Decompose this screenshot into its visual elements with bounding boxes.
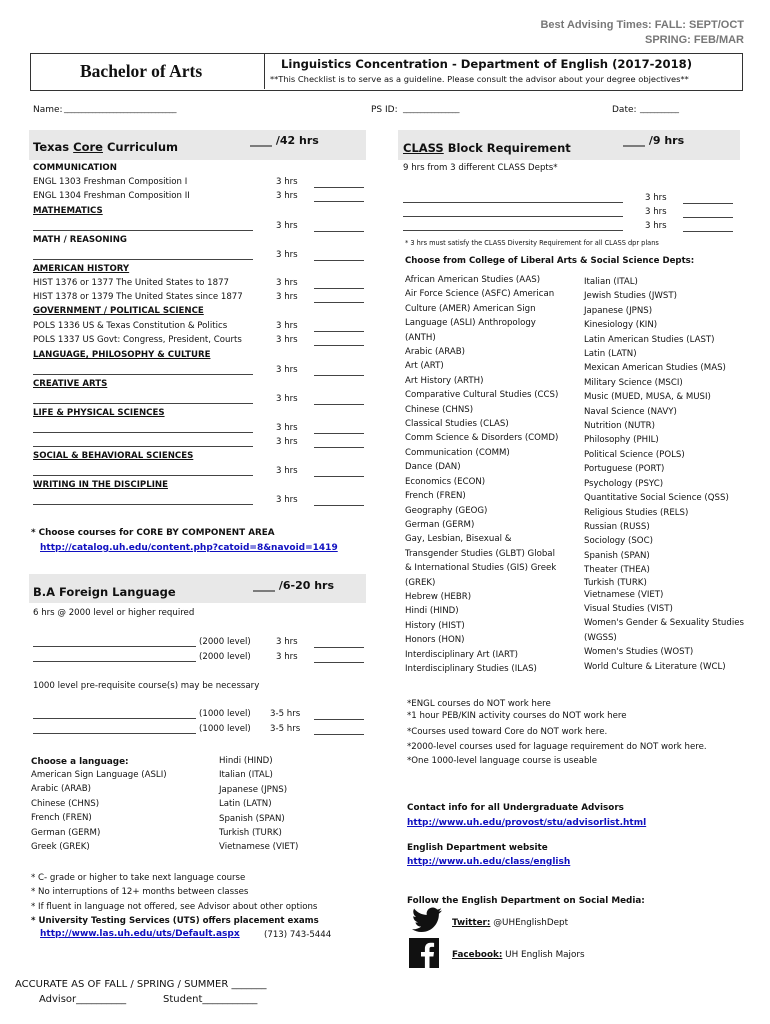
dept-item: Military Science (MSCI)	[584, 377, 683, 388]
hrs-lang: 3 hrs	[276, 365, 298, 375]
language-note: * No interruptions of 12+ months between classes	[31, 887, 249, 898]
language-list-right	[219, 754, 298, 855]
course-hist1378: HIST 1378 or 1379 The United States since 1877	[33, 292, 243, 302]
blank-life-course-1[interactable]	[33, 432, 253, 433]
dept-item: & International Studies (GIS) Greek	[405, 563, 557, 574]
blank-1000-course-2[interactable]	[33, 733, 196, 734]
twitter-label[interactable]: Twitter:	[452, 918, 491, 928]
dept-item: (GREK)	[405, 577, 436, 588]
language-note: * If fluent in language not offered, see Advisor about other options	[31, 901, 318, 912]
dept-item: Hindi (HIND)	[405, 606, 459, 617]
catalog-link[interactable]: http://catalog.uh.edu/content.php?catoid=8&navoid=1419	[40, 543, 338, 553]
dept-item: Sociology (SOC)	[584, 536, 653, 547]
course-engl1303: ENGL 1303 Freshman Composition I	[33, 177, 188, 187]
class-choose-label: Choose from College of Liberal Arts & Social Science Depts:	[405, 256, 695, 266]
cat-government: GOVERNMENT / POLITICAL SCIENCE	[33, 306, 204, 316]
blank-lang[interactable]	[314, 375, 364, 376]
dept-item: Interdisciplinary Art (IART)	[405, 649, 518, 660]
twitter-handle: @UHEnglishDept	[490, 918, 569, 928]
dept-item: Religious Studies (RELS)	[584, 507, 689, 518]
core-title-pre: Texas	[33, 140, 74, 154]
dept-list-right	[584, 275, 744, 674]
dept-item: Gay, Lesbian, Bisexual &	[405, 534, 512, 545]
twitter-icon[interactable]	[412, 907, 442, 933]
core-title-post: Curriculum	[102, 140, 178, 154]
lvl-1000-1: (1000 level)	[199, 709, 251, 719]
dept-item: Culture (AMER) American Sign	[405, 303, 536, 314]
dept-item: Geography (GEOG)	[405, 505, 488, 516]
hrs-life-2: 3 hrs	[276, 437, 298, 447]
dept-list-left	[405, 273, 558, 676]
language-item: Greek (GREK)	[31, 842, 90, 853]
language-item: Spanish (SPAN)	[219, 813, 285, 824]
class-title-post: Block Requirement	[443, 141, 571, 155]
uts-note: * University Testing Services (UTS) offers placement exams	[31, 916, 319, 927]
language-item: Vietnamese (VIET)	[219, 842, 299, 853]
dept-item: History (HIST)	[405, 620, 465, 631]
language-item: German (GERM)	[31, 827, 101, 838]
class-note: *One 1000-level language course is useable	[407, 755, 598, 766]
dept-item: African American Studies (AAS)	[405, 275, 541, 285]
hrs-life-1: 3 hrs	[276, 423, 298, 433]
language-item: Hindi (HIND)	[219, 756, 273, 766]
dept-item: Honors (HON)	[405, 635, 465, 646]
cat-mathematics: MATHEMATICS	[33, 206, 103, 216]
dept-item: Kinesiology (KIN)	[584, 320, 658, 331]
language-item: Japanese (JPNS)	[219, 784, 288, 795]
dept-item: Dance (DAN)	[405, 462, 461, 473]
language-item: Latin (LATN)	[219, 799, 272, 810]
blank-writing-course[interactable]	[33, 504, 253, 505]
blank-class-2[interactable]	[683, 217, 733, 218]
class-title	[403, 141, 571, 155]
blank-lang-course[interactable]	[33, 374, 253, 375]
title-box-divider	[264, 53, 265, 89]
advising-times-fall: Best Advising Times: FALL: SEPT/OCT	[540, 19, 744, 31]
course-engl1304: ENGL 1304 Freshman Composition II	[33, 191, 190, 201]
cat-communication: COMMUNICATION	[33, 163, 117, 173]
blank-class-course-3[interactable]	[403, 230, 623, 231]
blank-class-3[interactable]	[683, 231, 733, 232]
blank-pols1337[interactable]	[314, 345, 364, 346]
accurate-as-of: ACCURATE AS OF FALL / SPRING / SUMMER _______	[15, 979, 267, 990]
dept-item: Comm Science & Disorders (COMD)	[405, 433, 559, 444]
hrs-hist1376: 3 hrs	[276, 278, 298, 288]
blank-1000-1[interactable]	[314, 719, 364, 720]
blank-life-2[interactable]	[314, 447, 364, 448]
dept-item: Music (MUED, MUSA, & MUSI)	[584, 392, 711, 403]
facebook-handle: UH English Majors	[502, 950, 585, 960]
foreign-hours: ____ /6-20 hrs	[253, 579, 335, 592]
class-note: *1 hour PEB/KIN activity courses do NOT work here	[407, 711, 627, 722]
twitter-line	[452, 918, 568, 928]
dept-item: Language (ASLI) Anthropology	[405, 318, 536, 329]
core-header	[29, 130, 366, 160]
blank-1000-course-1[interactable]	[33, 718, 196, 719]
class-header	[398, 130, 740, 160]
foreign-title: B.A Foreign Language	[33, 585, 176, 599]
course-pols1337: POLS 1337 US Govt: Congress, President, Courts	[33, 335, 242, 345]
facebook-icon[interactable]	[409, 938, 439, 968]
course-hist1376: HIST 1376 or 1377 The United States to 1877	[33, 278, 230, 288]
advisors-label: Contact info for all Undergraduate Advisors	[407, 803, 624, 813]
blank-reasoning[interactable]	[314, 260, 364, 261]
language-item: American Sign Language (ASLI)	[31, 770, 167, 780]
degree-title: Bachelor of Arts	[80, 61, 203, 81]
dept-item: Quantitative Social Science (QSS)	[584, 493, 729, 504]
cat-math-reasoning: MATH / REASONING	[33, 235, 127, 245]
advising-times	[540, 18, 744, 48]
core-title-core: Core	[73, 140, 103, 154]
dept-item: French (FREN)	[405, 491, 466, 502]
language-item: Italian (ITAL)	[219, 770, 273, 781]
dept-item: Psychology (PSYC)	[584, 478, 664, 489]
dept-item: (WGSS)	[584, 632, 617, 643]
dept-item: Visual Studies (VIST)	[584, 603, 673, 614]
lvl-2000-1: (2000 level)	[199, 637, 251, 647]
language-note: * C- grade or higher to take next language course	[31, 873, 246, 883]
class-note: *2000-level courses used for laguage requirement do NOT work here.	[407, 742, 707, 753]
uts-phone: (713) 743-5444	[264, 930, 332, 940]
dept-item: Women's Studies (WOST)	[584, 647, 694, 658]
language-list-left	[31, 768, 167, 854]
hrs-hist1378: 3 hrs	[276, 292, 298, 302]
dept-item: Philosophy (PHIL)	[584, 435, 659, 446]
dept-item: Hebrew (HEBR)	[405, 591, 472, 602]
date-field[interactable]: ___________	[640, 104, 679, 113]
blank-reasoning-course[interactable]	[33, 259, 253, 260]
core-choose-note: * Choose courses for CORE BY COMPONENT AREA	[31, 528, 275, 538]
diversity-note: * 3 hrs must satisfy the CLASS Diversity Requirement for all CLASS dpr plans	[405, 239, 659, 247]
dept-item: Transgender Studies (GLBT) Global	[405, 548, 555, 559]
blank-math-course[interactable]	[33, 230, 253, 231]
dept-item: Art (ART)	[405, 361, 444, 372]
hrs-2000-1: 3 hrs	[276, 637, 298, 647]
hrs-class-2: 3 hrs	[645, 207, 667, 217]
blank-2000-course-2[interactable]	[33, 661, 196, 662]
dept-item: Theater (THEA)	[584, 565, 650, 576]
dept-item: Interdisciplinary Studies (ILAS)	[405, 663, 537, 674]
dept-item: Mexican American Studies (MAS)	[584, 363, 726, 374]
class-hours: ____ /9 hrs	[623, 134, 685, 147]
dept-item: Vietnamese (VIET)	[584, 589, 664, 600]
dept-item: Women's Gender & Sexuality Studies	[584, 618, 744, 629]
dept-website-link[interactable]: http://www.uh.edu/class/english	[407, 857, 571, 867]
dept-website-label: English Department website	[407, 843, 548, 853]
dept-item: Comparative Cultural Studies (CCS)	[405, 390, 559, 401]
student-signature[interactable]: Student___________	[163, 994, 258, 1005]
foreign-requirement: 6 hrs @ 2000 level or higher required	[33, 608, 195, 618]
blank-class-1[interactable]	[683, 203, 733, 204]
name-label: Name:	[33, 105, 63, 115]
advisor-signature[interactable]: Advisor__________	[39, 994, 127, 1005]
core-hours: ____ /42 hrs	[250, 134, 319, 147]
dept-item: Spanish (SPAN)	[584, 550, 650, 561]
dept-item: Economics (ECON)	[405, 476, 486, 487]
dept-item: Nutrition (NUTR)	[584, 421, 656, 432]
dept-item: Latin (LATN)	[584, 349, 637, 360]
uts-link[interactable]: http://www.las.uh.edu/uts/Default.aspx	[40, 929, 240, 939]
advisors-link[interactable]: http://www.uh.edu/provost/stu/advisorlist.html	[407, 818, 647, 828]
follow-label: Follow the English Department on Social Media:	[407, 896, 645, 906]
dept-item: Arabic (ARAB)	[405, 347, 465, 358]
blank-2000-1[interactable]	[314, 647, 364, 648]
core-title	[33, 140, 178, 154]
lvl-2000-2: (2000 level)	[199, 652, 251, 662]
blank-class-course-1[interactable]	[403, 202, 623, 203]
date-label: Date:	[612, 105, 637, 115]
lvl-1000-2: (1000 level)	[199, 724, 251, 734]
blank-2000-course-1[interactable]	[33, 646, 196, 647]
hrs-class-3: 3 hrs	[645, 221, 667, 231]
cat-writing-discipline: WRITING IN THE DISCIPLINE	[33, 480, 168, 490]
hrs-pols1337: 3 hrs	[276, 335, 298, 345]
language-item: French (FREN)	[31, 813, 92, 824]
dept-item: German (GERM)	[405, 519, 475, 530]
blank-creative[interactable]	[314, 404, 364, 405]
class-note: *Courses used toward Core do NOT work here.	[407, 726, 608, 737]
prereq-note: 1000 level pre-requisite course(s) may be necessary	[33, 681, 260, 691]
blank-life-1[interactable]	[314, 433, 364, 434]
foreign-header	[29, 574, 366, 603]
hrs-creative: 3 hrs	[276, 394, 298, 404]
blank-life-course-2[interactable]	[33, 446, 253, 447]
hrs-social: 3 hrs	[276, 466, 298, 476]
blank-engl1304[interactable]	[314, 201, 364, 202]
blank-social[interactable]	[314, 476, 364, 477]
language-item: Arabic (ARAB)	[31, 784, 91, 795]
dept-item: Latin American Studies (LAST)	[584, 334, 715, 345]
dept-item: Japanese (JPNS)	[584, 305, 653, 316]
hrs-2000-2: 3 hrs	[276, 652, 298, 662]
hrs-reasoning: 3 hrs	[276, 250, 298, 260]
dept-item: Political Science (POLS)	[584, 449, 685, 460]
blank-pols1336[interactable]	[314, 331, 364, 332]
blank-class-course-2[interactable]	[403, 216, 623, 217]
language-item: Turkish (TURK)	[219, 828, 282, 839]
dept-item: Classical Studies (CLAS)	[405, 419, 509, 430]
blank-2000-2[interactable]	[314, 662, 364, 663]
blank-creative-course[interactable]	[33, 403, 253, 404]
dept-item: Italian (ITAL)	[584, 277, 638, 287]
class-title-class: CLASS	[403, 141, 444, 155]
dept-item: Air Force Science (ASFC) American	[405, 289, 555, 300]
language-item: Chinese (CHNS)	[31, 798, 100, 809]
class-desc: 9 hrs from 3 different CLASS Depts*	[403, 163, 558, 173]
dept-item: Russian (RUSS)	[584, 521, 650, 532]
hrs-math: 3 hrs	[276, 221, 298, 231]
guideline-note: **This Checklist is to serve as a guideline. Please consult the advisor about your degree objectives**	[270, 74, 689, 84]
blank-engl1303[interactable]	[314, 187, 364, 188]
dept-item: Communication (COMM)	[405, 447, 510, 458]
hrs-writing: 3 hrs	[276, 495, 298, 505]
blank-social-course[interactable]	[33, 475, 253, 476]
course-pols1336: POLS 1336 US & Texas Constitution & Politics	[33, 321, 228, 331]
cat-american-history: AMERICAN HISTORY	[33, 264, 130, 274]
advising-times-spring: SPRING: FEB/MAR	[645, 34, 744, 46]
dept-item: Turkish (TURK)	[584, 577, 647, 588]
cat-language-philosophy: LANGUAGE, PHILOSOPHY & CULTURE	[33, 350, 211, 360]
hrs-pols1336: 3 hrs	[276, 321, 298, 331]
dept-item: Naval Science (NAVY)	[584, 406, 677, 417]
hrs-engl1303: 3 hrs	[276, 177, 298, 187]
cat-life-physical: LIFE & PHYSICAL SCIENCES	[33, 408, 165, 418]
choose-language-label: Choose a language:	[31, 757, 129, 767]
hrs-engl1304: 3 hrs	[276, 191, 298, 201]
dept-item: Chinese (CHNS)	[405, 404, 474, 415]
dept-item: Art History (ARTH)	[405, 375, 484, 386]
hrs-1000-1: 3-5 hrs	[270, 709, 301, 719]
concentration-title: Linguistics Concentration - Department of English (2017-2018)	[281, 57, 693, 71]
blank-writing[interactable]	[314, 505, 364, 506]
language-notes	[31, 871, 319, 929]
facebook-label[interactable]: Facebook:	[452, 950, 503, 960]
dept-item: World Culture & Literature (WCL)	[584, 661, 726, 672]
hrs-class-1: 3 hrs	[645, 193, 667, 203]
dept-item: (ANTH)	[405, 332, 436, 343]
facebook-line	[452, 950, 585, 960]
ps-id-label: PS ID:	[371, 105, 398, 115]
hrs-1000-2: 3-5 hrs	[270, 724, 301, 734]
dept-item: Jewish Studies (JWST)	[584, 291, 677, 302]
cat-social-behavioral: SOCIAL & BEHAVIORAL SCIENCES	[33, 451, 194, 461]
blank-hist1378[interactable]	[314, 302, 364, 303]
ps-id-field[interactable]: ________________	[403, 104, 459, 113]
name-field[interactable]: ________________________________	[64, 104, 176, 113]
dept-item: Portuguese (PORT)	[584, 464, 665, 475]
class-note: *ENGL courses do NOT work here	[407, 699, 551, 709]
class-notes	[407, 698, 717, 767]
cat-creative-arts: CREATIVE ARTS	[33, 379, 108, 389]
blank-hist1376[interactable]	[314, 288, 364, 289]
blank-math[interactable]	[314, 231, 364, 232]
blank-1000-2[interactable]	[314, 734, 364, 735]
